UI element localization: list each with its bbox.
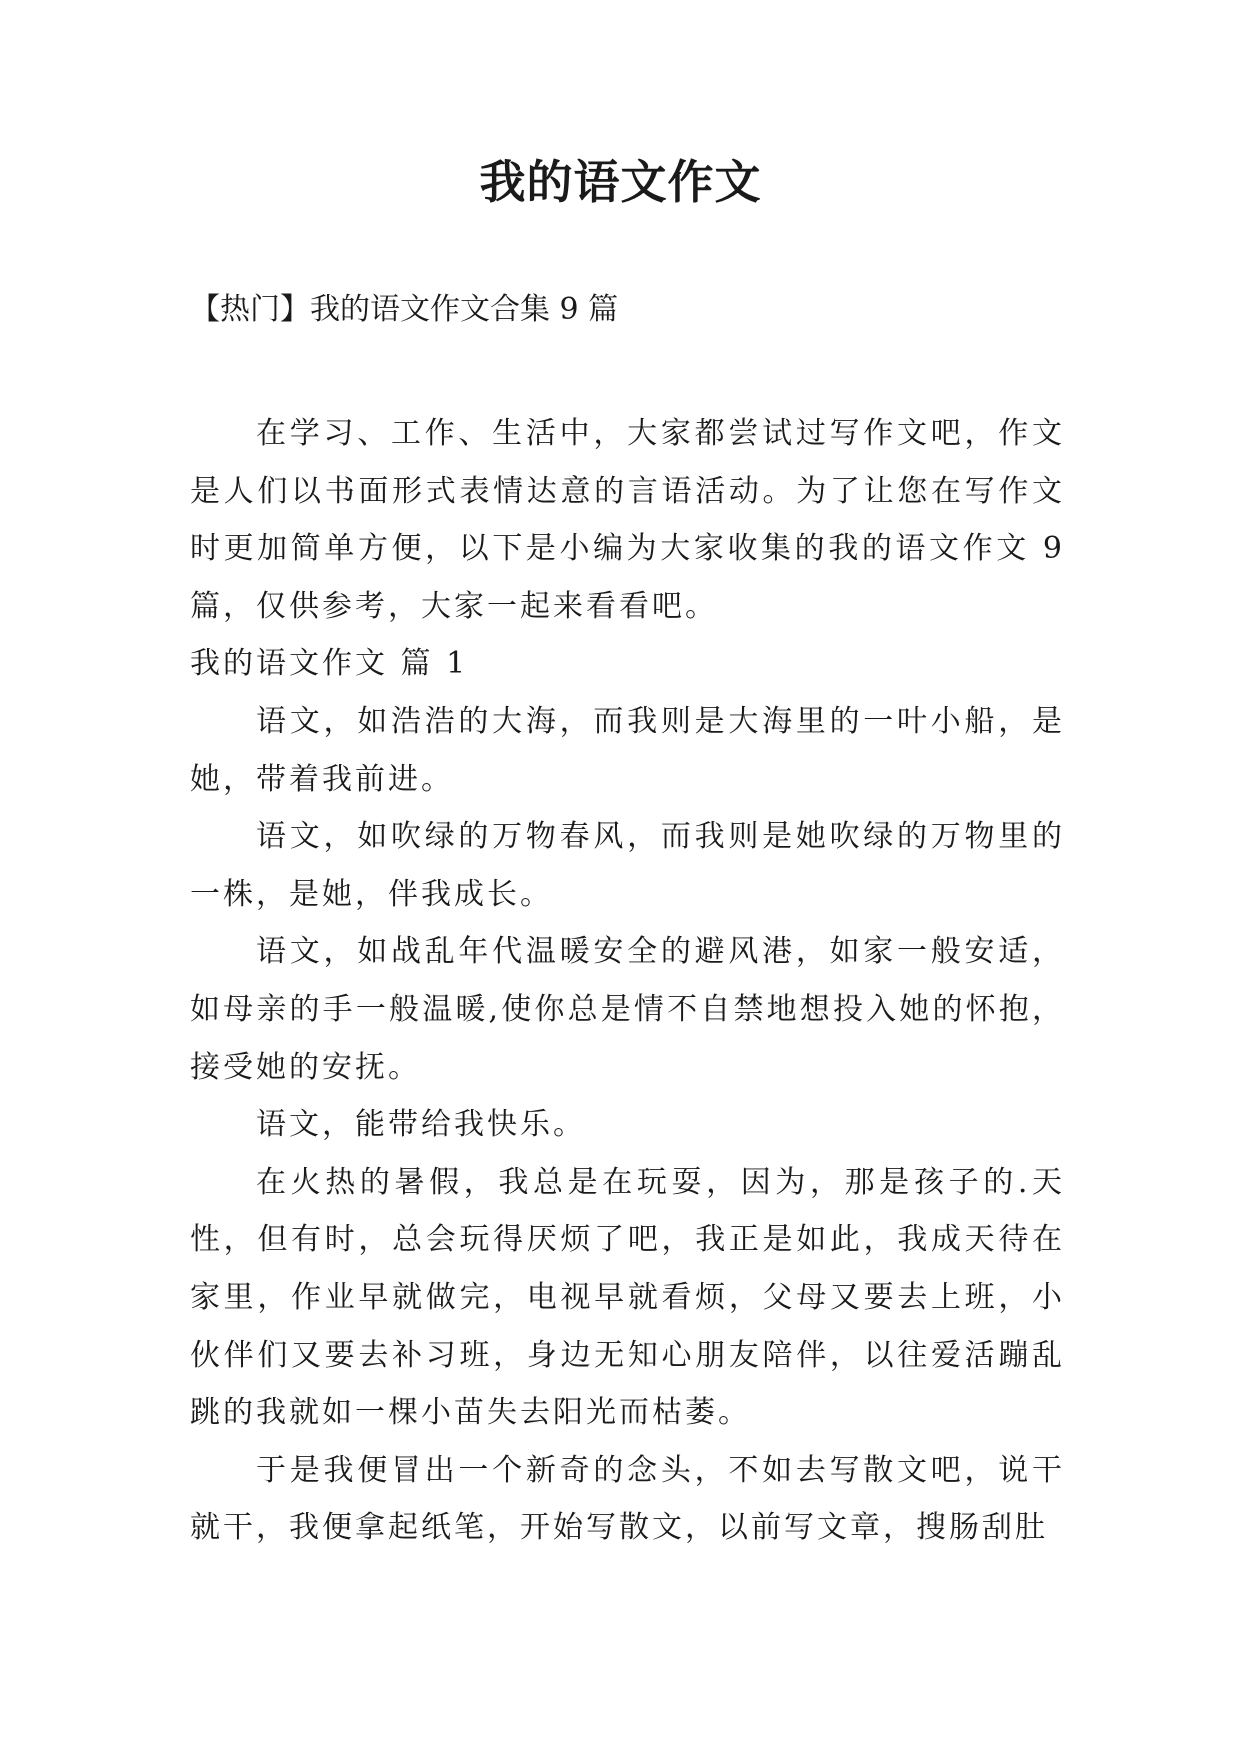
document-body [190, 405, 1065, 1557]
body-paragraph: 在火热的暑假，我总是在玩耍，因为，那是孩子的.天性，但有时，总会玩得厌烦了吧，我正是如此，我成天待在家里，作业早就做完，电视早就看烦，父母又要去上班，小伙伴们又要去补习班，身边无知心朋友陪伴，以往爱活蹦乱跳的我就如一棵小苗失去阳光而枯萎。 [190, 1164, 1065, 1431]
body-paragraph: 语文，如战乱年代温暖安全的避风港，如家一般安适，如母亲的手一般温暖,使你总是情不自禁地想投入她的怀抱，接受她的安抚。 [190, 934, 1065, 1085]
body-paragraph: 语文，如浩浩的大海，而我则是大海里的一叶小船，是她，带着我前进。 [190, 703, 1065, 797]
section-heading: 我的语文作文 篇 1 [190, 646, 469, 682]
intro-paragraph: 在学习、工作、生活中，大家都尝试过写作文吧，作文是人们以书面形式表情达意的言语活动。为了让您在写作文时更加简单方便，以下是小编为大家收集的我的语文作文 9 篇，仅供参考，大家一起来看看吧。 [190, 416, 1065, 624]
document-subtitle: 【热门】我的语文作文合集 9 篇 [190, 292, 619, 327]
body-paragraph: 语文，如吹绿的万物春风，而我则是她吹绿的万物里的一株，是她，伴我成长。 [190, 819, 1065, 912]
body-paragraph: 语文，能带给我快乐。 [256, 1107, 586, 1143]
body-paragraph: 于是我便冒出一个新奇的念头，不如去写散文吧，说干就干，我便拿起纸笔，开始写散文，以前写文章，搜肠刮肚 [190, 1452, 1065, 1546]
document-title: 我的语文作文 [479, 155, 762, 209]
